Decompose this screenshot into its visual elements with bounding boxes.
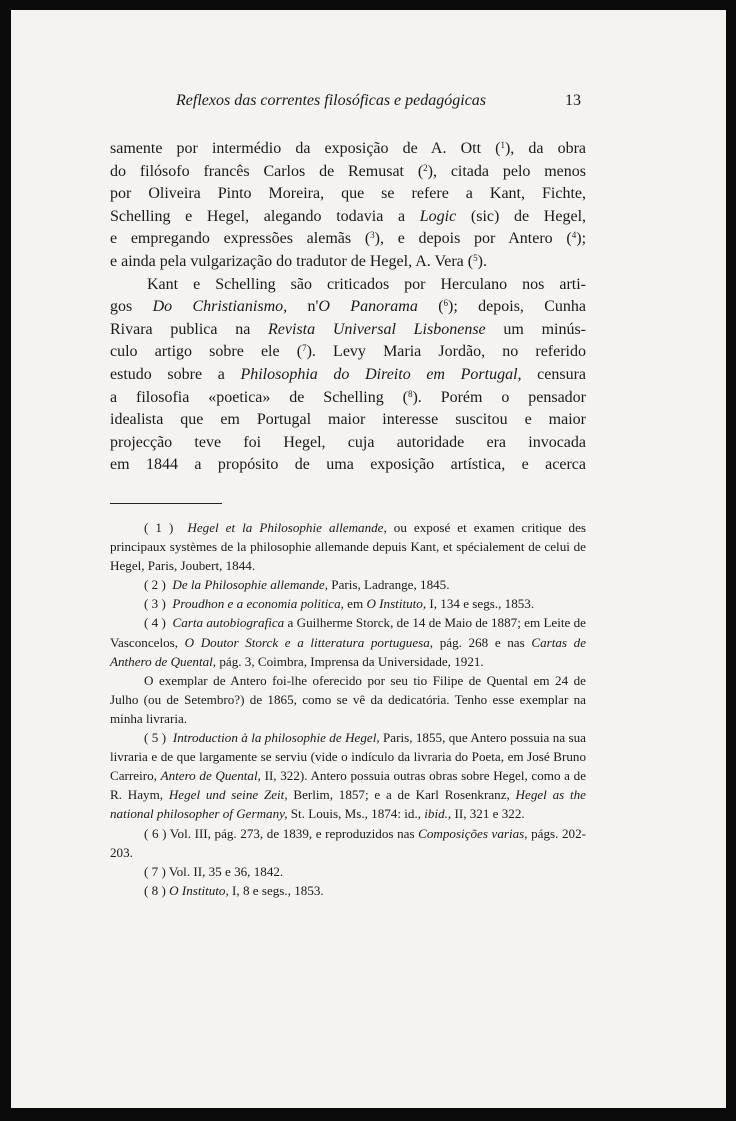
- footnote-4: ( 4 ) Carta autobiografica a Guilherme Storck, de 14 de Maio de 1887; em Leite de Vasconcelos, O Doutor Storck e a litteratura portuguesa, pág. 268 e nas Cartas de Anthero de Quental, pág. 3, Coimbra, Imprensa da Universidade, 1921.: [110, 615, 587, 669]
- text-line: e empregando expressões alemãs ($^3$), e depois por Antero ($^4$);: [110, 230, 587, 248]
- running-title: Reflexos das correntes filosóficas e pedagógicas: [176, 92, 487, 109]
- footnote-ref: 2: [423, 162, 428, 173]
- footnotes: [110, 518, 586, 900]
- text-line: do filósofo francês Carlos de Remusat ($^2$), citada pelo menos: [110, 162, 587, 180]
- text-line: Kant e Schelling são criticados por Herculano nos arti-: [147, 275, 586, 293]
- text-line: gos Do Christianismo, n'O Panorama ($^6$); depois, Cunha: [110, 298, 587, 316]
- footnote-8: ( 8 ) O Instituto, I, 8 e segs., 1853.: [144, 882, 324, 898]
- page-header: [11, 92, 726, 116]
- main-text: [110, 138, 586, 477]
- text-line: estudo sobre a Philosophia do Direito em Portugal, censura: [110, 365, 587, 383]
- footnote-ref: 1: [500, 140, 505, 150]
- text-line: samente por intermédio da exposição de A. Ott ($^1$), da obra: [110, 140, 587, 157]
- footnote-ref: 8: [407, 388, 413, 399]
- text-line: Schelling e Hegel, alegando todavia a Logic (sic) de Hegel,: [110, 207, 587, 225]
- footnote-rule: [110, 503, 222, 504]
- footnote-1: ( 1 ) Hegel et la Philosophie allemande, ou exposé et examen critique des principaux systèmes de la philosophie allemande depuis Kant, et spécialement de celui de Hegel, Paris, Joubert, 1844.: [110, 520, 586, 574]
- text-line: projecção teve foi Hegel, cuja autoridade era invocada: [110, 433, 586, 451]
- footnote-ref: 6: [443, 298, 449, 309]
- footnote-ref: 7: [302, 343, 307, 354]
- text-line: e ainda pela vulgarização do tradutor de Hegel, A. Vera ($^5$).: [110, 252, 487, 270]
- footnote-7: ( 7 ) Vol. II, 35 e 36, 1842.: [144, 863, 284, 879]
- page-number: 13: [565, 92, 581, 109]
- text-line: a filosofia «poetica» de Schelling ($^8$). Porém o pensador: [110, 388, 587, 406]
- text-line: por Oliveira Pinto Moreira, que se refere a Kant, Fichte,: [110, 185, 586, 203]
- footnote-2: ( 2 ) De la Philosophie allemande, Paris, Ladrange, 1845.: [144, 577, 450, 593]
- footnote-4-continuation: O exemplar de Antero foi-lhe oferecido por seu tio Filipe de Quental em 24 de Julho (ou de Setembro?) de 1865, como se vê da dedicatória. Tenho esse exemplar na minha livraria.: [110, 672, 586, 726]
- footnote-ref: 3: [370, 230, 375, 241]
- footnote-6: ( 6 ) Vol. III, pág. 273, de 1839, e reproduzidos nas Composições varias, págs. 202-203.: [110, 825, 586, 860]
- footnote-5: ( 5 ) Introduction à la philosophie de Hegel, Paris, 1855, que Antero possuia na sua livraria e de que largamente se serviu (vide o indículo da livraria do Poeta, em José Bruno Carreiro, Antero de Quental, II, 322). Antero possuia outras obras sobre Hegel, como a de R. Haym, Hegel und seine Zeit, Berlim, 1857; e a de Karl Rosenkranz, Hegel as the national philosopher of Germany, St. Louis, Ms., 1874: id., ibid., II, 321 e 322.: [110, 730, 587, 822]
- text-line: culo artigo sobre ele ($^7$). Levy Maria Jordão, no referido: [110, 343, 586, 361]
- text-line: em 1844 a propósito de uma exposição artística, e acerca: [110, 456, 586, 474]
- footnote-ref: 5: [473, 252, 478, 263]
- text-line: idealista que em Portugal maior interesse suscitou e maior: [110, 411, 586, 429]
- text-line: Rivara publica na Revista Universal Lisbonense um minús-: [110, 320, 587, 338]
- footnote-3: ( 3 ) Proudhon e a economia politica, em O Instituto, I, 134 e segs., 1853.: [144, 596, 535, 612]
- book-page: [11, 10, 726, 1108]
- footnote-ref: 4: [571, 230, 577, 241]
